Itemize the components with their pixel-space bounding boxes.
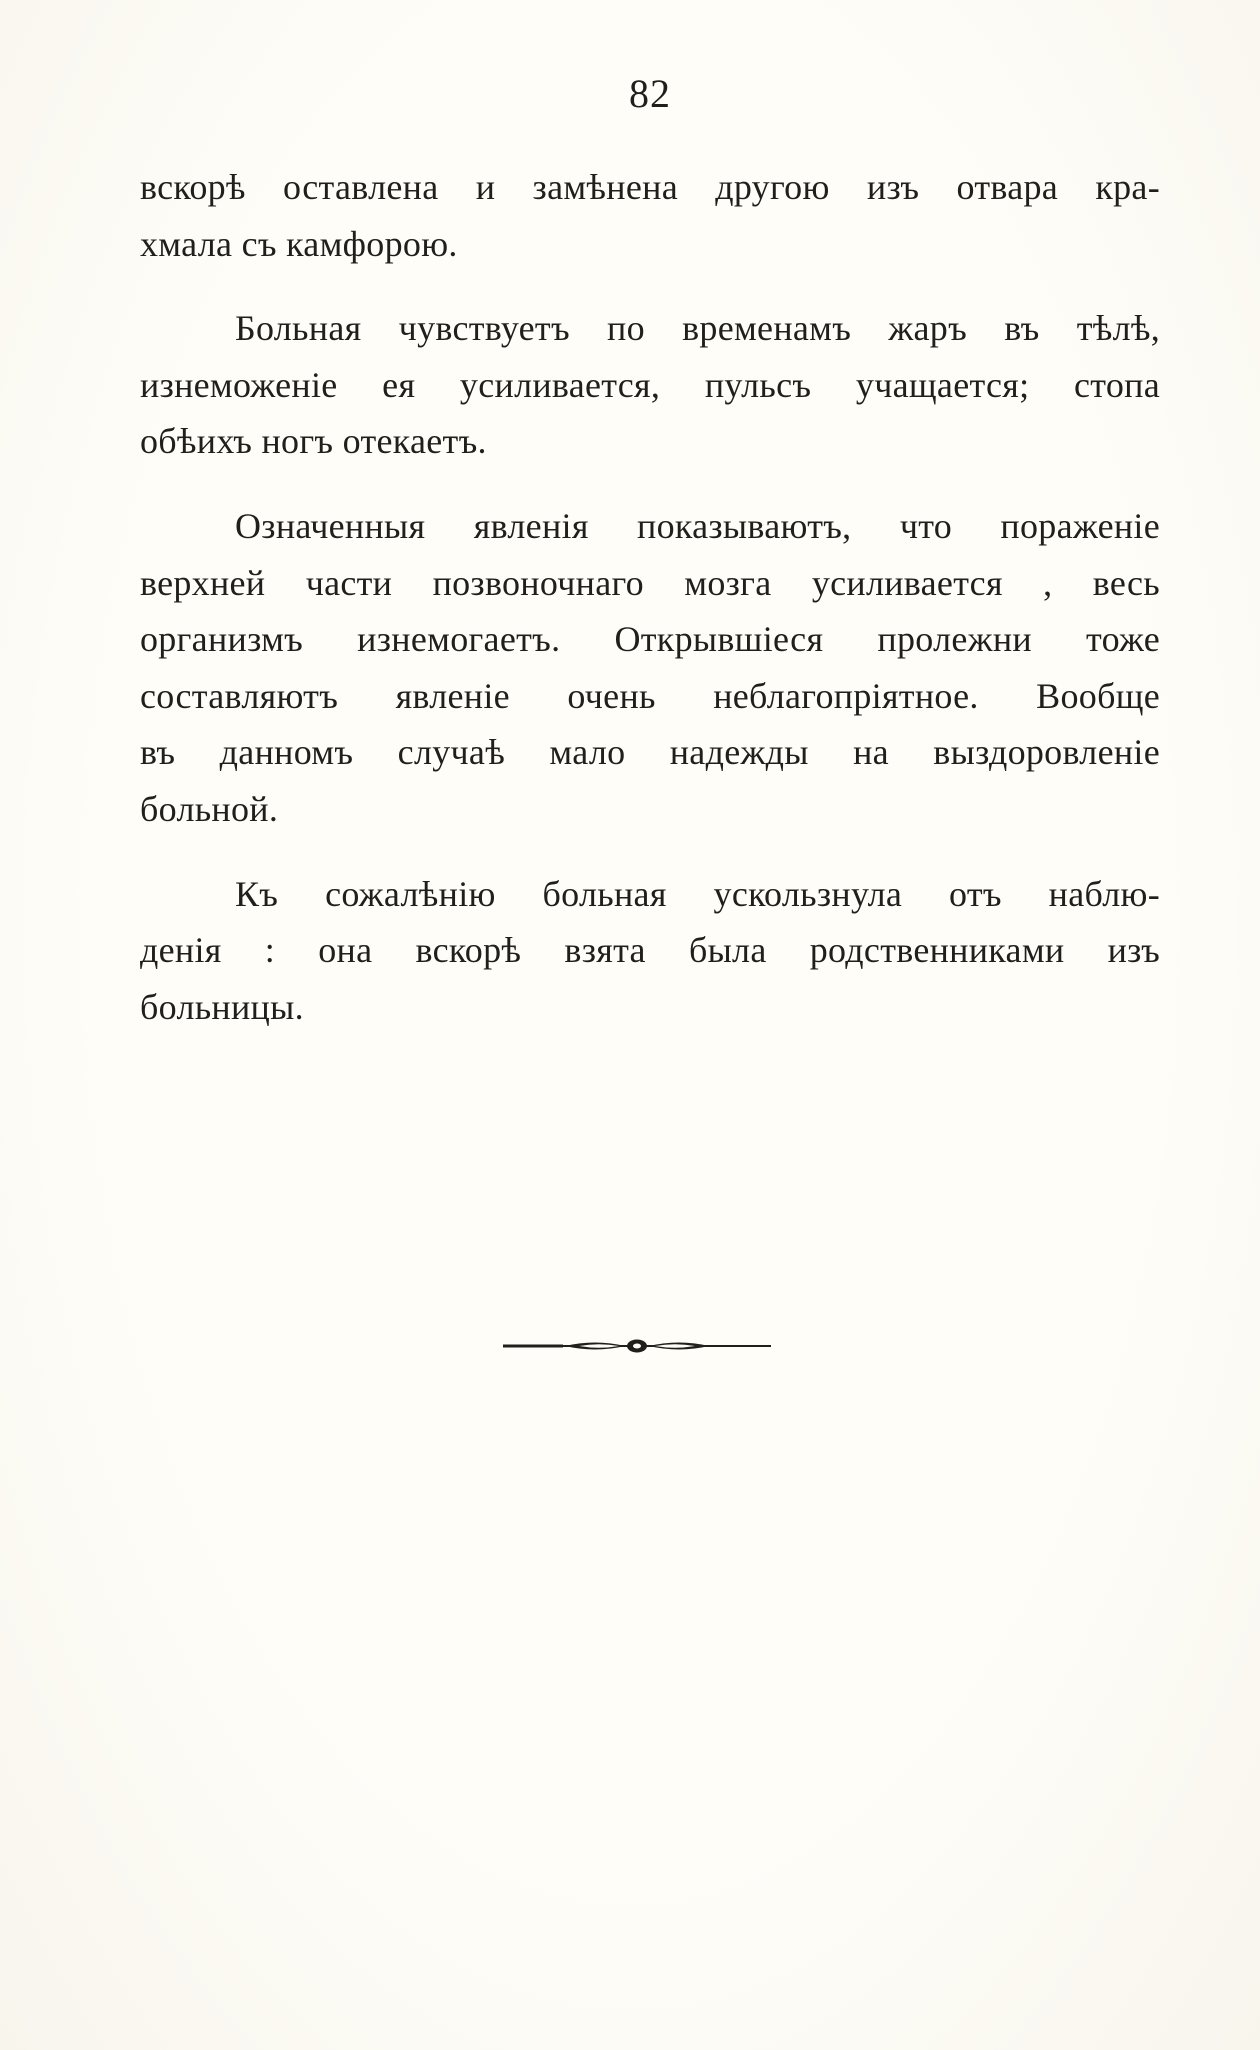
text-line: больной.	[140, 788, 279, 829]
paragraph	[140, 866, 1160, 1036]
text-line: больницы.	[140, 986, 304, 1027]
text-line: изнеможеніе ея усиливается, пульсъ учащается; стопа	[140, 364, 1160, 405]
text-line: Къ сожалѣнію больная ускользнула отъ наблю-	[235, 873, 1160, 914]
text-line: организмъ изнемогаетъ. Открывшіеся пролежни тоже	[140, 619, 1160, 660]
text-line: верхней части позвоночнаго мозга усиливается , весь	[140, 562, 1160, 603]
text-line: Означенныя явленія показываютъ, что пораженіе	[235, 505, 1160, 546]
text-line: въ данномъ случаѣ мало надежды на выздоровленіе	[140, 732, 1160, 773]
text-line: хмала съ камфорою.	[140, 223, 458, 264]
paragraph	[140, 498, 1160, 838]
text-line: обѣихъ ногъ отекаетъ.	[140, 421, 487, 462]
page-number: 82	[629, 71, 671, 116]
text-line: составляютъ явленіе очень неблагопріятное. Вообще	[140, 675, 1160, 716]
text-line: Больная чувствуетъ по временамъ жаръ въ тѣлѣ,	[235, 308, 1160, 349]
paragraph	[140, 300, 1160, 470]
body-text	[140, 159, 1160, 1035]
text-line: денія : она вскорѣ взята была родственниками изъ	[140, 930, 1160, 971]
paragraph	[140, 159, 1160, 272]
ornament-divider-icon	[503, 1334, 771, 1358]
text-line: вскорѣ оставлена и замѣнена другою изъ отвара кра-	[140, 167, 1160, 207]
